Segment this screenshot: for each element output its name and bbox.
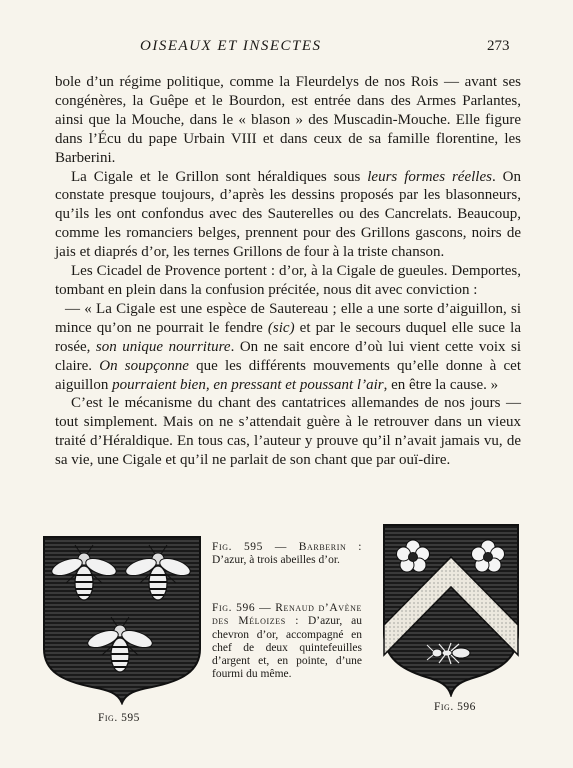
- quote-text-e: , en être la cause. »: [383, 376, 499, 393]
- paragraph-2-italic: leurs formes réelles: [367, 168, 492, 185]
- quote-italic-1: (sic): [267, 319, 295, 336]
- figure-595-caption-head: Fig. 595 — Barberin :: [212, 541, 362, 553]
- paragraph-2-text-b: . On constate presque toujours, d’après les dessins proposés par les blasonneurs, qu’ils les ont confondus avec des Sauterelles ou des Cancrelats. Beaucoup, comme les romanciers belges, prennent pour des Grillons gascons, noirs de jais et diaprés d’or, les ternes Grillons de four à la triste chanson.: [55, 168, 521, 261]
- quote-text-c: . On ne sait encore d’où lui vient cette voix si claire.: [55, 338, 522, 374]
- quote-italic-3: On soupçonne: [99, 357, 189, 374]
- figure-596-caption-body: D’azur, au chevron d’or, accompagné en chef de deux quintefeuilles d’argent et, en pointe, d’une fourmi du même.: [212, 615, 362, 681]
- figure-595-caption-body: D’azur, à trois abeilles d’or.: [212, 554, 340, 567]
- quotation: [55, 300, 521, 395]
- figure-595-caption: [212, 541, 362, 568]
- body-text: [55, 73, 521, 470]
- figure-595-label: Fig. 595: [98, 712, 140, 724]
- quote-text-d: que les différents mouvements qu’elle donne à cet aiguillon: [55, 357, 521, 393]
- quote-text-b: et par le secours duquel elle suce la rosée,: [55, 319, 521, 355]
- quote-italic-4: pourraient bien, en pressant et poussant l’air: [112, 376, 384, 393]
- running-head-title: OISEAUX ET INSECTES: [140, 38, 322, 54]
- figure-596-caption: [212, 602, 362, 682]
- paragraph-2: [55, 168, 521, 263]
- page-number: 273: [487, 38, 510, 54]
- quote-text-a: — « La Cigale est une espèce de Sautereau ; elle a une sorte d’aiguillon, si mince qu’on ne pourrait le fendre: [55, 300, 521, 336]
- figure-596-caption-head: Fig. 596 — Renaud d’Avène des Méloizes :: [212, 602, 362, 628]
- paragraph-1: bole d’un régime politique, comme la Fleurdelys de nos Rois — avant ses congénères, la Guêpe et le Bourdon, est entrée dans des Armes Parlantes, ainsi que la Mouche, dans le « blason » des Muscadin-Mouche. Elle figure dans l’Écu du pape Urbain VIII et dans ceux de sa famille florentine, les Barberini.: [55, 74, 521, 166]
- shield-with-chevron-roses-ant-icon: [380, 521, 522, 697]
- paragraph-5: C’est le mécanisme du chant des cantatrices allemandes de nos jours — tout simplement. Mais on ne s’attendait guère à le retrouver dans un vieux traité d’Héraldique. En tous cas, l’auteur y prouve qu’il n’avait jamais vu, de sa vie, une Cigale et qu’il ne parlait de son chant que par ouï-dire.: [55, 395, 521, 469]
- quote-italic-2: son unique nourriture: [95, 338, 231, 355]
- figure-596-label: Fig. 596: [434, 701, 476, 713]
- paragraph-3: Les Cicadel de Provence portent : d’or, à la Cigale de gueules. Demportes, tombant en plein dans la confusion précitée, nous dit avec conviction :: [55, 263, 521, 298]
- shield-with-three-bees-icon: [40, 533, 204, 705]
- paragraph-2-text-a: La Cigale et le Grillon sont héraldiques sous: [71, 168, 368, 185]
